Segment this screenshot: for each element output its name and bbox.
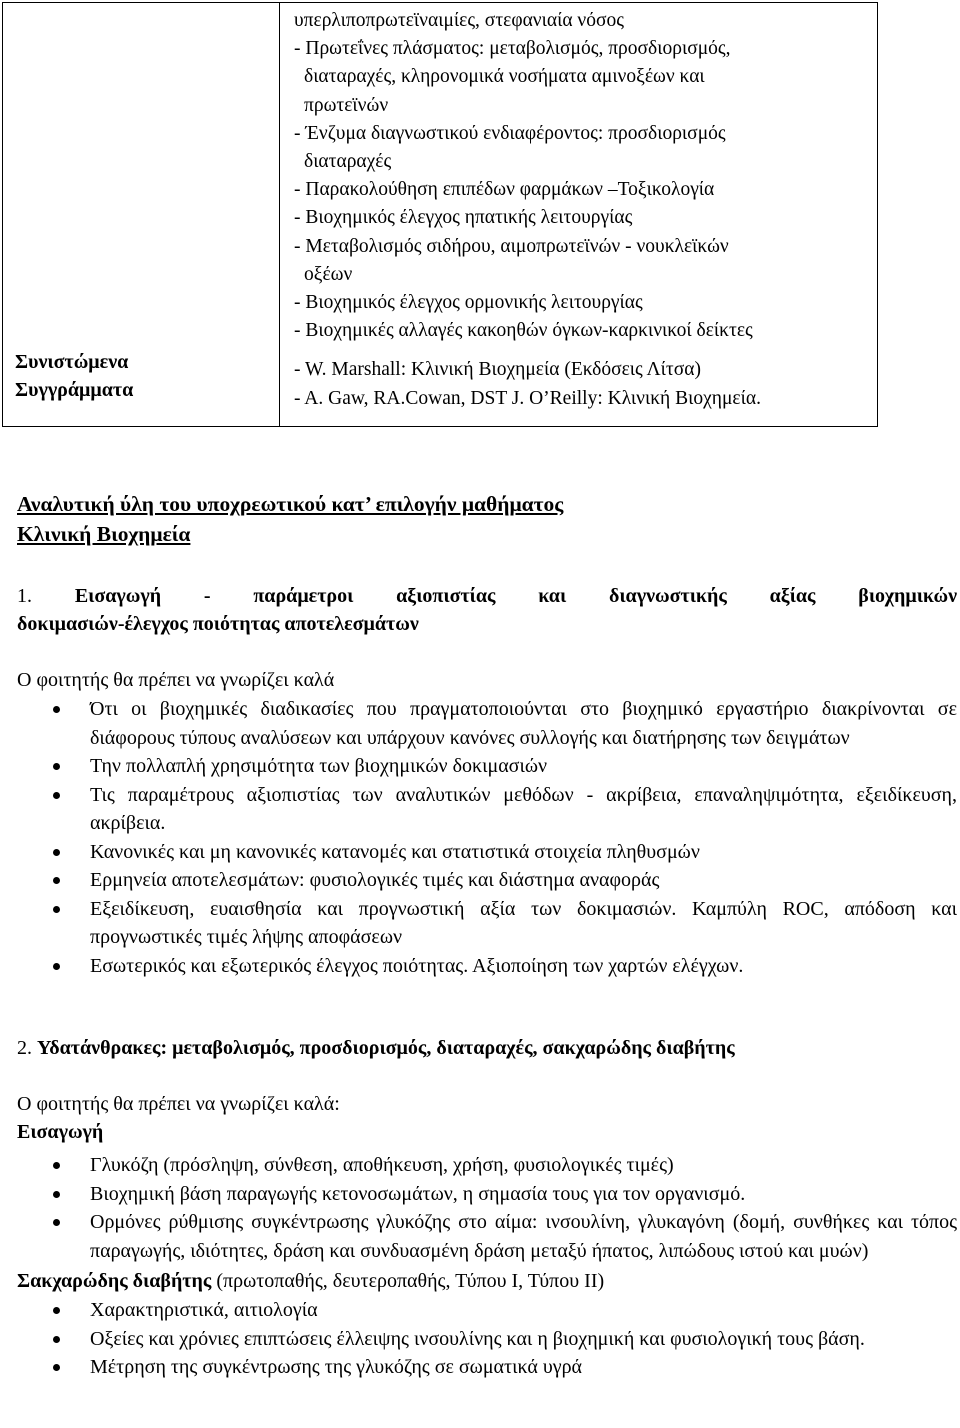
bullet-icon (53, 963, 60, 970)
course-heading-line-1: Αναλυτική ύλη του υποχρεωτικού κατ’ επιλογήν μαθήματος (17, 492, 564, 516)
table-divider (279, 3, 280, 426)
bullet-icon (53, 792, 60, 799)
syllabus-table (2, 2, 878, 427)
list-item (17, 781, 957, 838)
book-line: - A. Gaw, RA.Cowan, DST J. O’Reilly: Κλινική Βιοχημεία. (294, 387, 761, 409)
label-line-1: Συνιστώμενα (15, 351, 129, 373)
section-1-title-line-2: δοκιμασιών-έλεγχος ποιότητας αποτελεσμάτων (17, 613, 419, 635)
section-2-intro-bullet-list (17, 1151, 957, 1265)
list-item (17, 752, 957, 781)
topic-line: πρωτεϊνών (304, 94, 389, 116)
list-item (17, 838, 957, 867)
bullet-icon (53, 1364, 60, 1371)
list-item (17, 1208, 957, 1265)
bullet-icon (53, 1162, 60, 1169)
diabetes-title: Σακχαρώδης διαβήτης (17, 1270, 212, 1292)
topic-line: οξέων (304, 263, 353, 285)
list-item-text: Εξειδίκευση, ευαισθησία και προγνωστική αξία των δοκιμασιών. Καμπύλη ROC, απόδοση και προγνωστικές τιμές λήψης αποφάσεων (90, 897, 957, 948)
list-item-text: Γλυκόζη (πρόσληψη, σύνθεση, αποθήκευση, χρήση, φυσιολογικές τιμές) (90, 1154, 674, 1176)
topic-line: διαταραχές, κληρονομικά νοσήματα αμινοξέων και (304, 66, 705, 88)
bullet-icon (53, 1307, 60, 1314)
section-2-sub-intro-title: Εισαγωγή (17, 1121, 104, 1143)
list-item-text: Ορμόνες ρύθμισης συγκέντρωσης γλυκόζης στο αίμα: ινσουλίνη, γλυκαγόνη (δομή, συνθήκες και τόπος παραγωγής, ιδιότητες, δράση και συνδυασμένη δράση μεταξύ ήπατος, λιπώδους ιστού και μυών) (90, 1211, 957, 1262)
course-heading (17, 489, 937, 549)
topic-line: διαταραχές (304, 151, 392, 173)
section-2-number: 2. (17, 1037, 32, 1059)
list-item (17, 695, 957, 752)
topic-line: - Βιοχημικός έλεγχος ηπατικής λειτουργίας (294, 207, 633, 229)
list-item-text: Τις παραμέτρους αξιοπιστίας των αναλυτικών μεθόδων - ακρίβεια, επαναληψιμότητα, εξειδίκευση, ακρίβεια. (90, 783, 957, 834)
list-item (17, 895, 957, 952)
list-item-text: Οξείες και χρόνιες επιπτώσεις έλλειψης ινσουλίνης και η βιοχημική και φυσιολογική τους βάση. (90, 1327, 865, 1350)
bullet-icon (53, 906, 60, 913)
list-item-text: Χαρακτηριστικά, αιτιολογία (90, 1299, 318, 1321)
book-line: - W. Marshall: Κλινική Βιοχημεία (Εκδόσεις Λίτσα) (294, 359, 701, 381)
list-item-text: Κανονικές και μη κανονικές κατανομές και στατιστικά στοιχεία πληθυσμών (90, 840, 700, 863)
list-item-text: Ότι οι βιοχημικές διαδικασίες που πραγματοποιούνται στο βιοχημικό εργαστήριο διακρίνονται σε διάφορους τύπους αναλύσεων και υπάρχουν κανόνες συλλογής και διατήρησης των δειγμάτων (90, 698, 957, 749)
topic-line: - Πρωτεΐνες πλάσματος: μεταβολισμός, προσδιορισμός, (294, 38, 731, 60)
course-heading-line-2: Κλινική Βιοχημεία (17, 522, 191, 546)
list-item-text: Μέτρηση της συγκέντρωσης της γλυκόζης σε σωματικά υγρά (90, 1356, 583, 1378)
list-item (17, 1353, 957, 1382)
section-1-title-line-1 (17, 582, 957, 610)
topic-line: - Παρακολούθηση επιπέδων φαρμάκων –Τοξικολογία (294, 179, 715, 201)
topic-line: - Βιοχημικός έλεγχος ορμονικής λειτουργίας (294, 292, 643, 314)
list-item (17, 1325, 957, 1354)
list-item (17, 952, 957, 981)
topic-line: υπερλιποπρωτεϊναιμίες, στεφανιαία νόσος (294, 10, 624, 31)
list-item-text: Ερμηνεία αποτελεσμάτων: φυσιολογικές τιμές και διάστημα αναφοράς (90, 869, 660, 891)
section-1-title-a: Εισαγωγή - παράμετροι αξιοπιστίας και διαγνωστικής αξίας βιοχημικών (74, 585, 958, 607)
bullet-icon (53, 706, 60, 713)
topics-cell (294, 7, 874, 413)
list-item-text: Την πολλαπλή χρησιμότητα των βιοχημικών δοκιμασιών (90, 755, 548, 777)
list-item-text: Εσωτερικός και εξωτερικός έλεγχος ποιότητας. Αξιοποίηση των χαρτών ελέγχων. (90, 954, 744, 977)
bullet-icon (53, 763, 60, 770)
section-2-title-text: Υδατάνθρακες: μεταβολισμός, προσδιορισμός, διαταραχές, σακχαρώδης διαβήτης (37, 1037, 735, 1059)
list-item (17, 1296, 957, 1325)
bullet-icon (53, 1336, 60, 1343)
section-2-title (17, 1034, 957, 1062)
bullet-icon (53, 1191, 60, 1198)
bullet-icon (53, 877, 60, 884)
section-1-number: 1. (17, 585, 32, 607)
section-1 (17, 582, 957, 980)
bullet-icon (53, 849, 60, 856)
list-item (17, 1151, 957, 1180)
topic-line: - Βιοχημικές αλλαγές κακοηθών όγκων-καρκινικοί δείκτες (294, 320, 753, 342)
diabetes-types: (πρωτοπαθής, δευτεροπαθής, Τύπου Ι, Τύπου ΙΙ) (211, 1270, 605, 1292)
section-2-intro: Ο φοιτητής θα πρέπει να γνωρίζει καλά: (17, 1093, 340, 1115)
topic-line: - Ένζυμα διαγνωστικού ενδιαφέροντος: προσδιορισμός (294, 122, 726, 144)
section-1-bullet-list (17, 695, 957, 980)
topic-line: - Μεταβολισμός σιδήρου, αιμοπρωτεϊνών - νουκλεϊκών (294, 235, 729, 257)
section-2-diabetes-bullet-list (17, 1296, 957, 1382)
section-2 (17, 1034, 957, 1382)
list-item (17, 866, 957, 895)
section-1-intro: Ο φοιτητής θα πρέπει να γνωρίζει καλά (17, 669, 335, 691)
label-line-2: Συγγράμματα (15, 379, 134, 401)
list-item (17, 1180, 957, 1209)
recommended-books-label (15, 348, 270, 404)
bullet-icon (53, 1219, 60, 1226)
section-2-diabetes-heading (17, 1267, 957, 1295)
list-item-text: Βιοχημική βάση παραγωγής κετονοσωμάτων, η σημασία τους για τον οργανισμό. (90, 1182, 746, 1205)
